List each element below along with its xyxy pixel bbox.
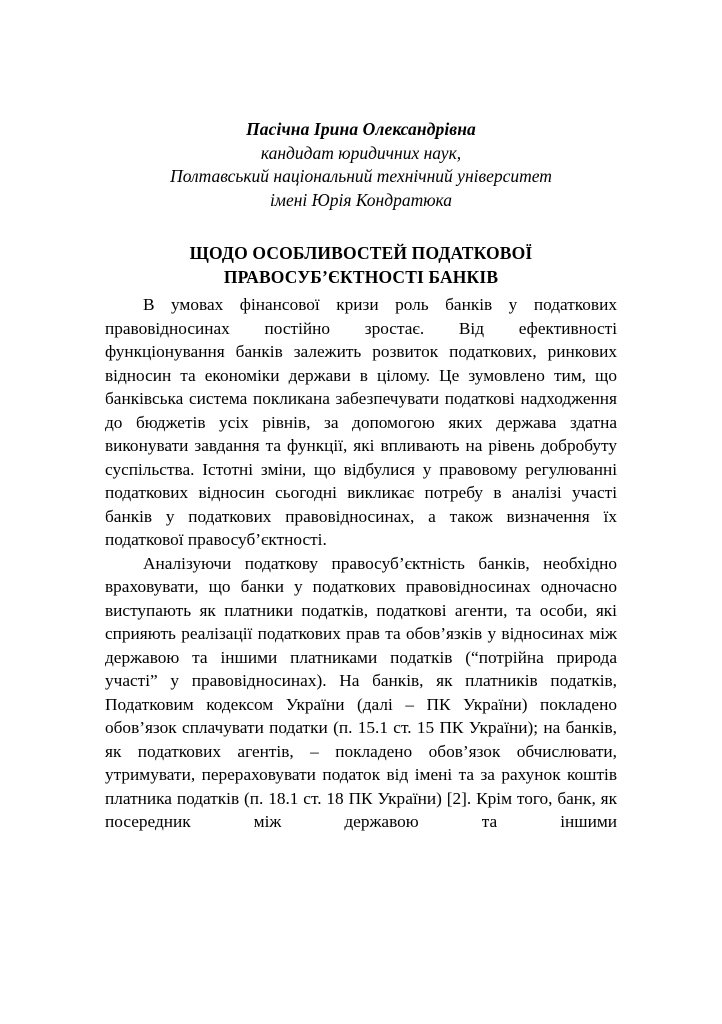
byline-block [105,118,617,212]
author-affiliation-line-2: імені Юрія Кондратюка [269,189,453,210]
article-body [105,293,617,834]
body-paragraph-2: Аналізуючи податкову правосуб’єктність банків, необхідно враховувати, що банки у податкових правовідносинах одночасно виступають як платники податків, податкові агенти, та особи, які сприяють реалізації податкових прав та обов’язків у відносинах між державою та іншими платниками податків (“потрійна природа участі” у правовідносинах). На банків, як платників податків, Податковим кодексом України (далі – ПК України) покладено обов’язок сплачувати податки (п. 15.1 ст. 15 ПК України); на банків, як податкових агентів, – покладено обов’язок обчислювати, утримувати, перераховувати податок від імені та за рахунок коштів платника податків (п. 18.1 ст. 18 ПК України) [2]. Крім того, банк, як посередник між державою та іншими [105,553,617,831]
author-name: Пасічна Ірина Олександрівна [246,119,476,139]
article-title-line-1: ЩОДО ОСОБЛИВОСТЕЙ ПОДАТКОВОЇ [189,242,533,263]
body-paragraph-1: В умовах фінансової кризи роль банків у податкових правовідносинах постійно зростає. Від ефективності функціонування банків залежить розвиток податкових, ринкових відносин та економіки держави в цілому. Це зумовлено тим, що банківська система покликана забезпечувати податкові надходження до бюджетів усіх рівнів, за допомогою яких держава здатна виконувати завдання та функції, які впливають на рівень добробуту суспільства. Істотні зміни, що відбулися у правовому регулюванні податкових відносин сьогодні викликає потребу в аналізі участі банків у податкових правовідносинах, а також визначення їх податкової правосуб’єктності. [105,295,617,549]
article-title [105,241,617,289]
article-title-line-2: ПРАВОСУБ’ЄКТНОСТІ БАНКІВ [223,266,499,287]
author-degree: кандидат юридичних наук, [260,142,462,163]
author-affiliation-line-1: Полтавський національний технічний університет [170,166,552,186]
